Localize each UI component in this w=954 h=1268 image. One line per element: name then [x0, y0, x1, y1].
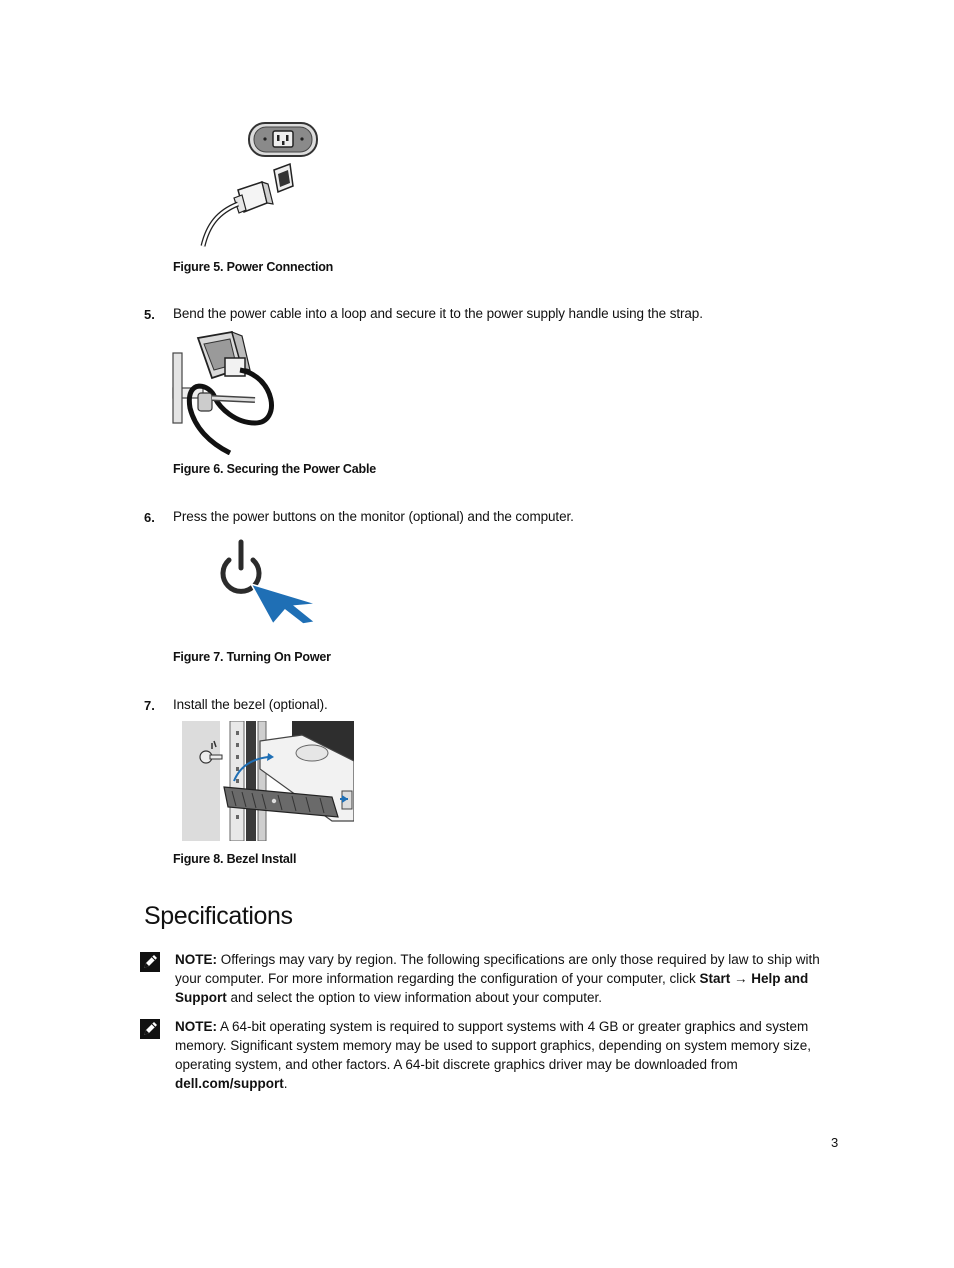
figure-7-image: [215, 538, 325, 628]
support-link[interactable]: dell.com/support: [175, 1076, 284, 1091]
note-label: NOTE:: [175, 952, 217, 967]
note-64bit: NOTE: A 64-bit operating system is required to support systems with 4 GB or greater graphics and system memory. Significant system memory may be used to support graphics, depending on system memory size, operating system, and other factors. A 64-bit discrete graphics driver may be downloaded from dell.com/support.: [175, 1019, 812, 1091]
power-icon: [223, 542, 259, 591]
note-pencil-icon: [140, 952, 160, 972]
help-and-support-label: Help and Support: [175, 971, 809, 1005]
cursor-arrow-icon: [251, 584, 317, 624]
step-number: 7.: [144, 698, 155, 713]
figure-8-image: [182, 721, 354, 841]
note-pencil-icon: [140, 1019, 160, 1039]
figure-6-caption: Figure 6. Securing the Power Cable: [173, 462, 376, 476]
step-text: Install the bezel (optional).: [173, 697, 328, 712]
start-menu-label: Start: [699, 971, 731, 986]
figure-6-image: [170, 328, 285, 455]
note-label: NOTE:: [175, 1019, 217, 1034]
figure-5-caption: Figure 5. Power Connection: [173, 260, 334, 274]
note-offerings: NOTE: Offerings may vary by region. The following specifications are only those required by law to ship with your computer. For more information regarding the configuration of your computer, click Start → Help and Support and select the option to view information about your computer.: [175, 952, 820, 1005]
figure-8-caption: Figure 8. Bezel Install: [173, 852, 297, 866]
step-number: 6.: [144, 510, 155, 525]
step-number: 5.: [144, 307, 155, 322]
section-heading: Specifications: [144, 902, 293, 930]
page-number: 3: [831, 1135, 839, 1150]
step-text: Bend the power cable into a loop and secure it to the power supply handle using the strap.: [173, 306, 703, 321]
figure-5-image: [198, 120, 323, 248]
figure-7-caption: Figure 7. Turning On Power: [173, 650, 331, 664]
step-text: Press the power buttons on the monitor (optional) and the computer.: [173, 509, 574, 524]
